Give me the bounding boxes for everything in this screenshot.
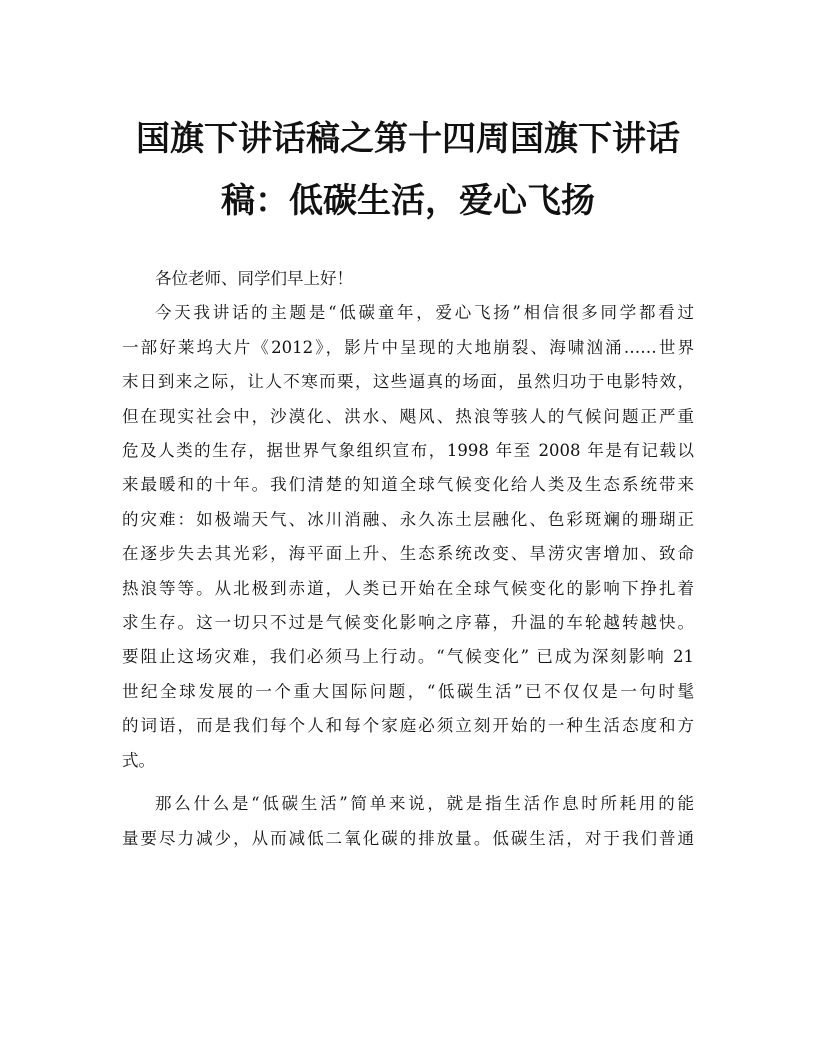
paragraph-greeting [122, 262, 694, 296]
paragraph-topic [122, 296, 694, 778]
text-line: 今天我讲话的主题是“低碳童年，爱心飞扬”相信很多同学都看过 [155, 303, 694, 323]
title-line: 国旗下讲话稿之第十四周国旗下讲话 [136, 119, 680, 159]
paragraph-spacer [122, 778, 694, 787]
text-line: 但在现实社会中，沙漠化、洪水、飓风、热浪等骇人的气候问题正严重 [122, 406, 694, 426]
text-line: 一部好莱坞大片《2012》，影片中呈现的大地崩裂、海啸汹涌……世界 [122, 337, 694, 357]
text-line: 在逐步失去其光彩，海平面上升、生态系统改变、旱涝灾害增加、致命 [122, 544, 694, 564]
text-line: 式。 [122, 750, 155, 770]
text-line: 量要尽力减少，从而减低二氧化碳的排放量。低碳生活，对于我们普通 [122, 828, 694, 848]
text-line: 求生存。这一切只不过是气候变化影响之序幕，升温的车轮越转越快。 [122, 613, 694, 633]
text-line: 各位老师、同学们早上好！ [155, 269, 353, 288]
paragraph-definition [122, 787, 694, 856]
document-title [122, 108, 694, 232]
text-line: 要阻止这场灾难，我们必须马上行动。“气候变化” 已成为深刻影响 21 [122, 647, 694, 667]
text-line: 末日到来之际，让人不寒而栗，这些逼真的场面，虽然归功于电影特效， [122, 372, 694, 392]
text-line: 来最暖和的十年。我们清楚的知道全球气候变化给人类及生态系统带来 [122, 475, 694, 495]
text-line: 的词语，而是我们每个人和每个家庭必须立刻开始的一种生活态度和方 [122, 716, 694, 736]
document-body [122, 262, 694, 856]
text-line: 的灾难：如极端天气、冰川消融、永久冻土层融化、色彩斑斓的珊瑚正 [122, 509, 694, 529]
text-line: 危及人类的生存，据世界气象组织宣布，1998 年至 2008 年是有记载以 [122, 441, 694, 461]
text-line: 那么什么是“低碳生活”简单来说，就是指生活作息时所耗用的能 [155, 794, 694, 814]
title-line: 稿：低碳生活，爱心飞扬 [221, 181, 595, 221]
text-line: 热浪等等。从北极到赤道，人类已开始在全球气候变化的影响下挣扎着 [122, 578, 694, 598]
text-line: 世纪全球发展的一个重大国际问题，“低碳生活”已不仅仅是一句时髦 [122, 681, 694, 701]
